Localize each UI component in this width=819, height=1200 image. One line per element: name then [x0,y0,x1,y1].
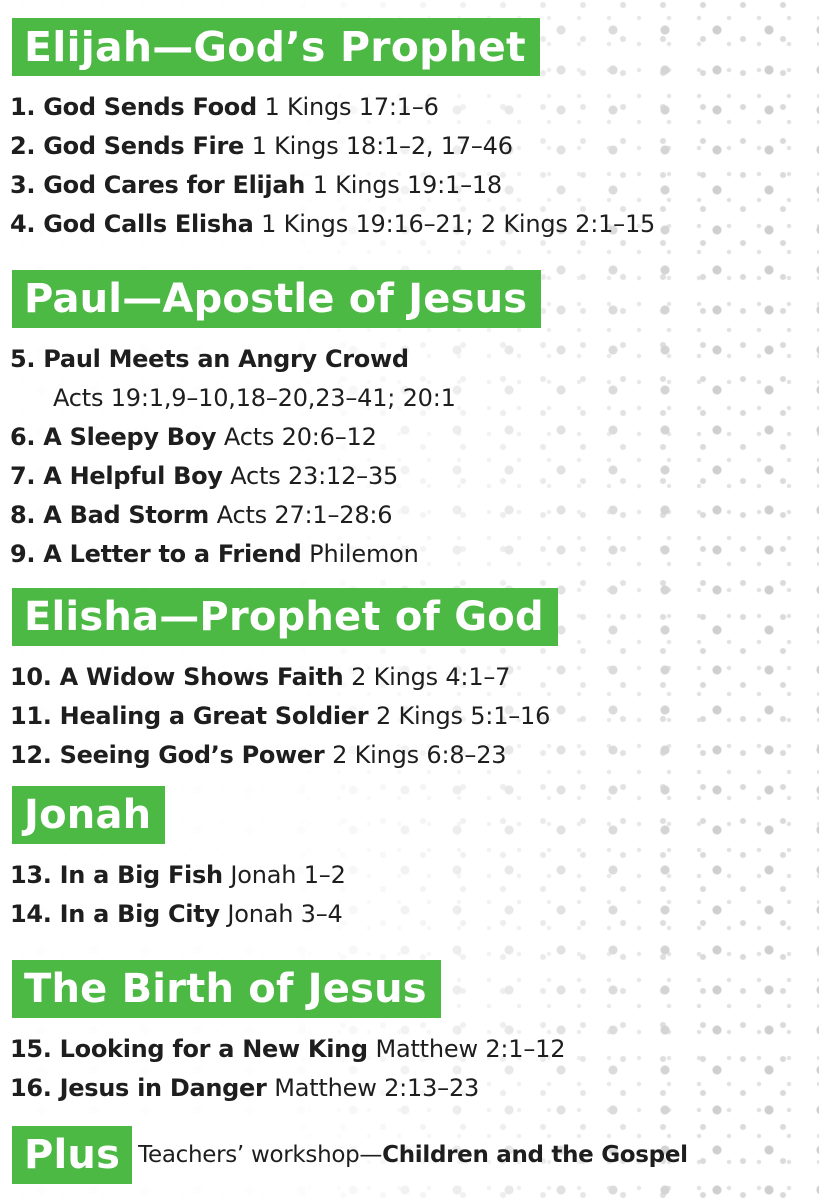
lesson-reference: 2 Kings 5:1–16 [375,702,551,730]
plus-row [0,1126,819,1184]
lesson-reference: 1 Kings 19:16–21; 2 Kings 2:1–15 [261,210,656,238]
lesson-title: 16. Jesus in Danger [10,1074,267,1102]
lesson-title: 3. God Cares for Elijah [10,171,306,199]
lesson-item [0,1069,819,1108]
lesson-item [0,379,819,418]
lesson-reference: Acts 23:12–35 [230,462,399,490]
lesson-reference: 1 Kings 17:1–6 [264,93,439,121]
lesson-reference: Matthew 2:1–12 [375,1035,566,1063]
lesson-list [0,88,819,244]
lesson-reference: 1 Kings 18:1–2, 17–46 [251,132,513,160]
lesson-title: 11. Healing a Great Soldier [10,702,369,730]
section-elijah [0,18,819,244]
lesson-list [0,856,819,934]
lesson-reference: 2 Kings 4:1–7 [351,663,511,691]
lesson-item [0,88,819,127]
plus-bold-text: Children and the Gospel [382,1142,688,1168]
plus-banner: Plus [12,1126,132,1184]
lesson-title: 1. God Sends Food [10,93,257,121]
section-jonah [0,786,819,934]
lesson-title: 15. Looking for a New King [10,1035,368,1063]
section-heading: Paul—Apostle of Jesus [12,270,541,328]
lesson-title: 8. A Bad Storm [10,501,210,529]
section-birth-of-jesus [0,960,819,1108]
lesson-title: 13. In a Big Fish [10,861,223,889]
lesson-item [0,658,819,697]
lesson-reference: Matthew 2:13–23 [274,1074,480,1102]
lesson-title: 7. A Helpful Boy [10,462,223,490]
lesson-item [0,418,819,457]
lesson-item [0,496,819,535]
lesson-reference: Jonah 3–4 [227,900,343,928]
lesson-list [0,1030,819,1108]
lesson-item [0,535,819,574]
lesson-item [0,340,819,379]
section-heading: The Birth of Jesus [12,960,441,1018]
lesson-reference: Acts 20:6–12 [223,423,377,451]
section-heading: Jonah [12,786,165,844]
lesson-item [0,736,819,775]
lesson-title: 9. A Letter to a Friend [10,540,302,568]
lesson-item [0,1030,819,1069]
lesson-title: 6. A Sleepy Boy [10,423,217,451]
lesson-reference: Philemon [309,540,419,568]
lesson-reference: 2 Kings 6:8–23 [332,741,507,769]
lesson-title: 2. God Sends Fire [10,132,244,160]
plus-description [138,1142,688,1168]
section-heading: Elisha—Prophet of God [12,588,558,646]
lesson-title: 14. In a Big City [10,900,220,928]
lesson-item [0,205,819,244]
lesson-reference: 1 Kings 19:1–18 [312,171,503,199]
lesson-title: 4. God Calls Elisha [10,210,254,238]
lesson-list [0,340,819,574]
lesson-item [0,166,819,205]
lesson-item [0,127,819,166]
lesson-title: 12. Seeing God’s Power [10,741,325,769]
lesson-item [0,697,819,736]
section-paul [0,270,819,574]
lesson-item [0,895,819,934]
lesson-item [0,457,819,496]
lesson-title: 10. A Widow Shows Faith [10,663,344,691]
plus-text: Teachers’ workshop— [138,1142,383,1168]
section-elisha [0,588,819,775]
lesson-title: 5. Paul Meets an Angry Crowd [10,345,409,373]
lesson-reference: Jonah 1–2 [230,861,346,889]
lesson-item [0,856,819,895]
lesson-reference: Acts 27:1–28:6 [216,501,393,529]
lesson-reference: Acts 19:1,9–10,18–20,23–41; 20:1 [53,384,456,412]
lesson-list [0,658,819,775]
section-heading: Elijah—God’s Prophet [12,18,540,76]
